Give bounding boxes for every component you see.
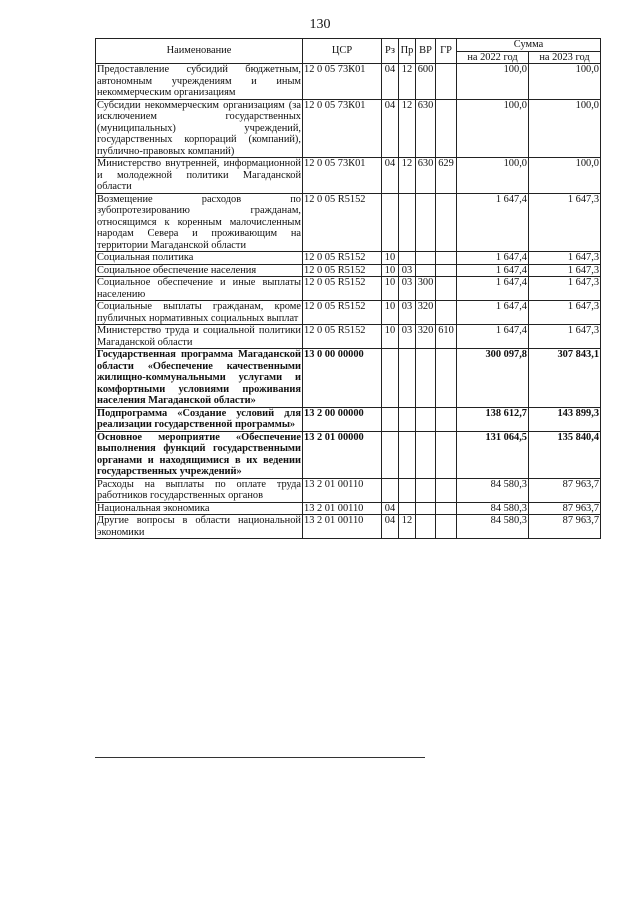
- vr-cell: 600: [416, 64, 436, 100]
- amount-2023-cell: 135 840,4: [529, 431, 601, 478]
- csr-cell: 12 0 05 73К01: [303, 99, 382, 158]
- csr-cell: 13 2 01 00110: [303, 502, 382, 515]
- name-cell: Расходы на выплаты по оплате труда работников государственных органов: [97, 478, 301, 501]
- gr-cell: [436, 431, 457, 478]
- gr-cell: [436, 502, 457, 515]
- amount-2022-cell: 1 647,4: [457, 301, 529, 325]
- amount-2022-cell: 138 612,7: [457, 407, 529, 431]
- header-csr: ЦСР: [303, 39, 382, 64]
- vr-cell: [416, 193, 436, 252]
- table-row: [96, 64, 601, 100]
- vr-cell: 630: [416, 158, 436, 194]
- amount-2023-cell: 1 647,3: [529, 252, 601, 265]
- table-row: [96, 301, 601, 325]
- budget-table: [95, 38, 601, 539]
- csr-cell: 12 0 05 R5152: [303, 301, 382, 325]
- amount-2022-cell: 84 580,3: [457, 502, 529, 515]
- vr-cell: [416, 407, 436, 431]
- rz-cell: 04: [382, 515, 399, 539]
- pr-cell: [399, 431, 416, 478]
- name-cell: Предоставление субсидий бюджетным, автономным учреждениям и иным некоммерческим организациям: [97, 64, 301, 98]
- vr-cell: [416, 478, 436, 502]
- amount-2023-cell: 100,0: [529, 158, 601, 194]
- name-cell: Социальное обеспечение населения: [96, 264, 303, 277]
- amount-2023-cell: 100,0: [529, 64, 601, 100]
- vr-cell: 320: [416, 301, 436, 325]
- amount-2022-cell: 1 647,4: [457, 277, 529, 301]
- csr-cell: 13 2 00 00000: [303, 407, 382, 431]
- name-cell: Национальная экономика: [96, 502, 303, 515]
- table-row: [96, 252, 601, 265]
- table-row: [96, 99, 601, 158]
- amount-2023-cell: 307 843,1: [529, 349, 601, 408]
- pr-cell: 12: [399, 64, 416, 100]
- name-cell: Основное мероприятие «Обеспечение выполнения функций государственными органами и находящимися в их ведении государственных учреждений»: [97, 431, 301, 477]
- gr-cell: [436, 301, 457, 325]
- rz-cell: [382, 478, 399, 502]
- table-row: [96, 431, 601, 478]
- name-cell: Социальные выплаты гражданам, кроме публичных нормативных социальных выплат: [97, 301, 301, 324]
- amount-2022-cell: 100,0: [457, 64, 529, 100]
- header-rz: Рз: [382, 39, 399, 64]
- gr-cell: [436, 64, 457, 100]
- amount-2022-cell: 1 647,4: [457, 193, 529, 252]
- gr-cell: [436, 349, 457, 408]
- header-name: Наименование: [96, 39, 303, 64]
- amount-2023-cell: 143 899,3: [529, 407, 601, 431]
- gr-cell: 629: [436, 158, 457, 194]
- gr-cell: 610: [436, 325, 457, 349]
- amount-2023-cell: 87 963,7: [529, 515, 601, 539]
- header-vr: ВР: [416, 39, 436, 64]
- vr-cell: [416, 349, 436, 408]
- rz-cell: 10: [382, 252, 399, 265]
- amount-2022-cell: 300 097,8: [457, 349, 529, 408]
- pr-cell: [399, 502, 416, 515]
- rz-cell: 10: [382, 277, 399, 301]
- amount-2022-cell: 131 064,5: [457, 431, 529, 478]
- rz-cell: [382, 431, 399, 478]
- name-cell: Субсидии некоммерческим организациям (за исключением государственных (муниципальных) учреждений, государственных корпораций (компаний), публично-правовых компаний): [97, 99, 301, 157]
- amount-2022-cell: 84 580,3: [457, 515, 529, 539]
- table-row: [96, 407, 601, 431]
- amount-2022-cell: 100,0: [457, 158, 529, 194]
- gr-cell: [436, 478, 457, 502]
- header-year-2023: на 2023 год: [529, 51, 601, 64]
- table-body: [96, 64, 601, 539]
- gr-cell: [436, 264, 457, 277]
- csr-cell: 13 2 01 00110: [303, 478, 382, 502]
- rz-cell: 10: [382, 301, 399, 325]
- csr-cell: 12 0 05 R5152: [303, 325, 382, 349]
- rz-cell: 10: [382, 325, 399, 349]
- vr-cell: 320: [416, 325, 436, 349]
- name-cell: Социальное обеспечение и иные выплаты населению: [97, 277, 301, 300]
- rz-cell: 04: [382, 502, 399, 515]
- gr-cell: [436, 99, 457, 158]
- vr-cell: 300: [416, 277, 436, 301]
- footer-divider: [95, 757, 425, 758]
- amount-2023-cell: 1 647,3: [529, 264, 601, 277]
- pr-cell: 03: [399, 301, 416, 325]
- header-sum: Сумма: [457, 39, 601, 52]
- name-cell: Социальная политика: [96, 252, 303, 265]
- pr-cell: 03: [399, 325, 416, 349]
- table-row: [96, 478, 601, 502]
- table-row: [96, 158, 601, 194]
- pr-cell: [399, 478, 416, 502]
- csr-cell: 12 0 05 73К01: [303, 64, 382, 100]
- pr-cell: [399, 193, 416, 252]
- table-row: [96, 325, 601, 349]
- csr-cell: 12 0 05 73К01: [303, 158, 382, 194]
- amount-2022-cell: 1 647,4: [457, 264, 529, 277]
- name-cell: Возмещение расходов по зубопротезированию гражданам, относящимся к коренным малочисленным народам Севера и проживающим на территории Магаданской области: [97, 193, 301, 251]
- vr-cell: [416, 515, 436, 539]
- csr-cell: 12 0 05 R5152: [303, 252, 382, 265]
- amount-2022-cell: 100,0: [457, 99, 529, 158]
- gr-cell: [436, 193, 457, 252]
- amount-2022-cell: 84 580,3: [457, 478, 529, 502]
- table-row: [96, 264, 601, 277]
- rz-cell: [382, 407, 399, 431]
- pr-cell: [399, 407, 416, 431]
- table-row: [96, 349, 601, 408]
- header-pr: Пр: [399, 39, 416, 64]
- rz-cell: 04: [382, 99, 399, 158]
- csr-cell: 12 0 05 R5152: [303, 277, 382, 301]
- amount-2023-cell: 87 963,7: [529, 478, 601, 502]
- name-cell: Министерство внутренней, информационной и молодежной политики Магаданской области: [97, 158, 301, 192]
- gr-cell: [436, 252, 457, 265]
- pr-cell: 12: [399, 158, 416, 194]
- amount-2023-cell: 1 647,3: [529, 193, 601, 252]
- amount-2023-cell: 1 647,3: [529, 277, 601, 301]
- name-cell: Другие вопросы в области национальной экономики: [97, 515, 301, 538]
- vr-cell: [416, 502, 436, 515]
- pr-cell: 12: [399, 99, 416, 158]
- table-row: [96, 277, 601, 301]
- amount-2022-cell: 1 647,4: [457, 252, 529, 265]
- csr-cell: 13 2 01 00000: [303, 431, 382, 478]
- rz-cell: 10: [382, 264, 399, 277]
- amount-2023-cell: 1 647,3: [529, 325, 601, 349]
- vr-cell: 630: [416, 99, 436, 158]
- gr-cell: [436, 407, 457, 431]
- rz-cell: 04: [382, 64, 399, 100]
- amount-2023-cell: 100,0: [529, 99, 601, 158]
- vr-cell: [416, 264, 436, 277]
- gr-cell: [436, 277, 457, 301]
- table-row: [96, 502, 601, 515]
- pr-cell: [399, 349, 416, 408]
- pr-cell: 03: [399, 277, 416, 301]
- csr-cell: 12 0 05 R5152: [303, 264, 382, 277]
- pr-cell: 03: [399, 264, 416, 277]
- rz-cell: [382, 349, 399, 408]
- csr-cell: 13 2 01 00110: [303, 515, 382, 539]
- name-cell: Министерство труда и социальной политики Магаданской области: [97, 325, 301, 348]
- csr-cell: 12 0 05 R5152: [303, 193, 382, 252]
- pr-cell: 12: [399, 515, 416, 539]
- table-row: [96, 193, 601, 252]
- pr-cell: [399, 252, 416, 265]
- header-year-2022: на 2022 год: [457, 51, 529, 64]
- amount-2022-cell: 1 647,4: [457, 325, 529, 349]
- name-cell: Подпрограмма «Создание условий для реализации государственной программы»: [97, 407, 301, 430]
- header-gr: ГР: [436, 39, 457, 64]
- rz-cell: [382, 193, 399, 252]
- csr-cell: 13 0 00 00000: [303, 349, 382, 408]
- amount-2023-cell: 87 963,7: [529, 502, 601, 515]
- amount-2023-cell: 1 647,3: [529, 301, 601, 325]
- page-number: 130: [309, 17, 331, 32]
- vr-cell: [416, 252, 436, 265]
- name-cell: Государственная программа Магаданской области «Обеспечение качественными жилищно-коммунальными услугами и комфортными условиями проживания населения Магаданской области»: [97, 349, 301, 406]
- rz-cell: 04: [382, 158, 399, 194]
- gr-cell: [436, 515, 457, 539]
- table-row: [96, 515, 601, 539]
- vr-cell: [416, 431, 436, 478]
